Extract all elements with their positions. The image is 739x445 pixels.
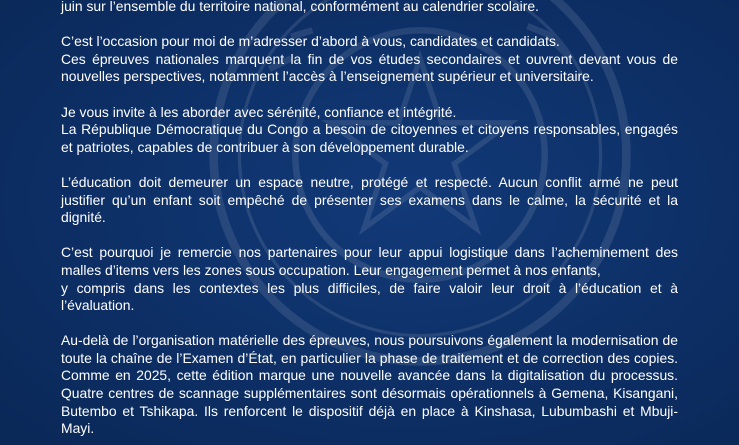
paragraph-line: C’est pourquoi je remercie nos partenaires pour leur appui logistique dans l’acheminement des malles d’items vers les zones sous occupation. Leur engagement permet à nos enfants, xyxy=(61,244,678,278)
paragraph-line: Ces épreuves nationales marquent la fin de vos études secondaires et ouvrent devant vous de nouvelles perspectives, notamment l’accès à l’enseignement supérieur et universitaire. xyxy=(61,50,678,85)
paragraph-4 xyxy=(61,174,678,227)
paragraph-line: L’éducation doit demeurer un espace neutre, protégé et respecté. Aucun conflit armé ne peut justifier qu’un enfant soit empêché de présenter ses examens dans le calme, la sécurité et la dignité. xyxy=(61,173,678,226)
paragraph-line: y compris dans les contextes les plus difficiles, de faire valoir leur droit à l’éducation et à l’évaluation. xyxy=(61,279,678,314)
paragraph-line: Je vous invite à les aborder avec sérénité, confiance et intégrité. xyxy=(61,103,457,120)
paragraph-line: Au-delà de l’organisation matérielle des épreuves, nous poursuivons également la modernisation de toute la chaîne de l’Examen d’État, en particulier la phase de traitement et de correction des copies. Comme en 2025, cette édition marque une nouvelle avancée dans la digitalisation du processus. Quatre centres de scannage supplémentaires sont désormais opérationnels à Gemena, Kisangani, Butembo et Tshikapa. Ils renforcent le dispositif déjà en place à Kinshasa, Lubumbashi et Mbuji-Mayi. xyxy=(61,332,678,437)
paragraph-line: juin sur l’ensemble du territoire national, conformément au calendrier scolaire. xyxy=(61,0,539,14)
paragraph-6 xyxy=(61,332,678,438)
paragraph-3 xyxy=(61,104,678,157)
paragraph-5 xyxy=(61,244,678,314)
paragraph-1 xyxy=(61,0,678,16)
paragraph-line: La République Démocratique du Congo a besoin de citoyennes et citoyens responsables, engagés et patriotes, capables de contribuer à son développement durable. xyxy=(61,121,678,155)
letter-body xyxy=(61,0,678,445)
paragraph-line: C’est l’occasion pour moi de m’adresser d’abord à vous, candidates et candidats. xyxy=(61,33,560,50)
paragraph-2 xyxy=(61,33,678,86)
